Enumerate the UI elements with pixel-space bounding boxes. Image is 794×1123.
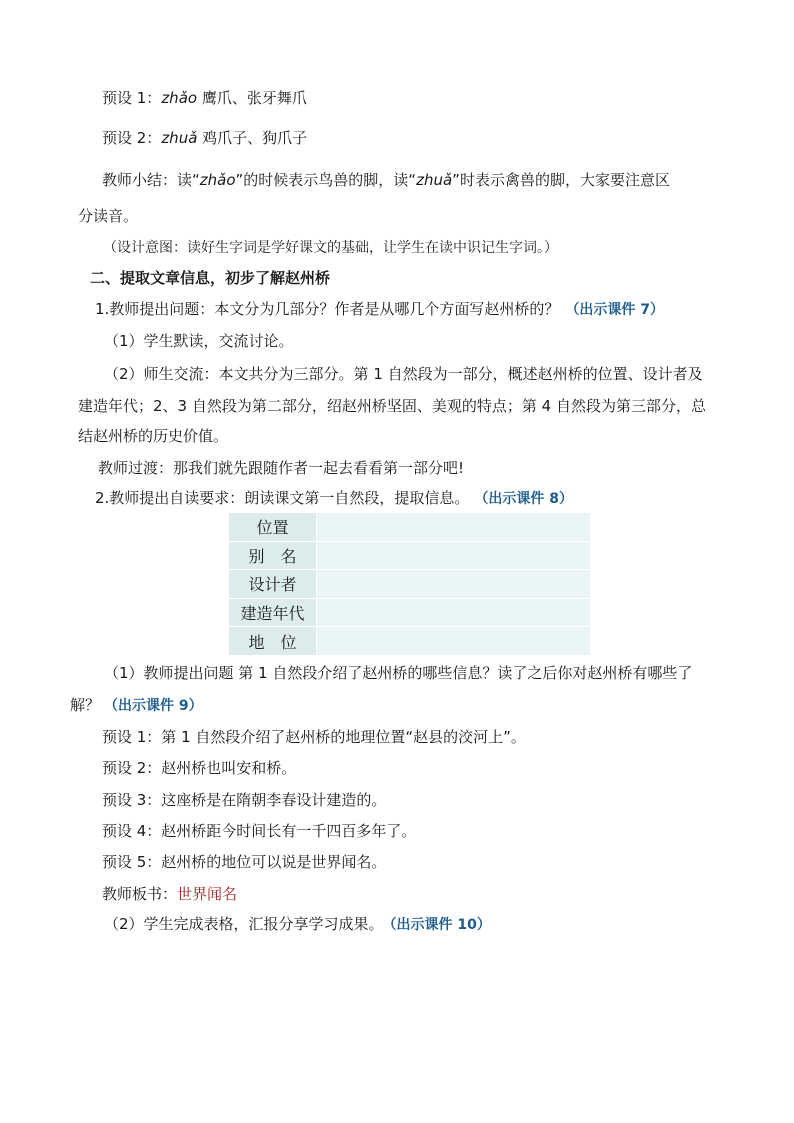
preset-answer-5: 预设 5：赵州桥的地位可以说是世界闻名。 [102,853,387,871]
text: 教师小结：读“ [102,171,200,189]
question-1-step-2-line-2: 建造年代；2、3 自然段为第二部分，绍赵州桥坚固、美观的特点；第 4 自然段为第三部分，总 [78,397,706,415]
text: 鸡爪子、狗爪子 [197,129,308,147]
table-value-cell [317,570,591,599]
table-row [229,541,591,570]
pinyin: zhǎo [161,89,198,107]
question-1-step-2-line-3: 结赵州桥的历史价值。 [78,427,229,445]
table-label: 设计者 [229,570,317,599]
courseware-ref: （出示课件 8） [481,491,573,507]
question-2-step-1-line-1: （1）教师提出问题 第 1 自然段介绍了赵州桥的哪些信息？读了之后你对赵州桥有哪些了 [104,664,693,682]
table-row [229,598,591,627]
question-2-step-2 [104,914,491,935]
table-label: 别 名 [229,541,317,570]
table-value-cell [317,513,591,542]
pinyin: zhuǎ [416,171,453,189]
table-row [229,513,591,542]
question-2-step-1-line-2 [70,695,203,716]
pinyin: zhuǎ [161,129,198,147]
pinyin: zhǎo [199,171,236,189]
question-1 [95,299,664,320]
board-writing-text: 世界闻名 [177,885,238,903]
table-value-cell [317,541,591,570]
section-heading: 二、提取文章信息，初步了解赵州桥 [90,269,331,287]
text: ”的时候表示鸟兽的脚，读“ [235,171,417,189]
preset-answer-4: 预设 4：赵州桥距今时间长有一千四百多年了。 [102,822,417,840]
table-value-cell [317,598,591,627]
question-2 [95,488,573,509]
preset-answer-3: 预设 3：这座桥是在隋朝李春设计建造的。 [102,791,387,809]
preset-1-line [102,88,307,108]
design-intent-note: （设计意图：读好生字词是学好课文的基础，让学生在读中识记生字词。） [103,240,558,256]
table-label: 位置 [229,513,317,542]
text: 预设 2： [102,129,162,147]
table-row [229,570,591,599]
question-1-step-2-line-1: （2）师生交流：本文共分为三部分。第 1 自然段为一部分，概述赵州桥的位置、设计者及 [104,365,703,383]
info-table [228,512,591,656]
transition-line: 教师过渡：那我们就先跟随作者一起去看看第一部分吧! [98,459,465,477]
text: 2.教师提出自读要求：朗读课文第一自然段，提取信息。 [95,489,470,507]
preset-answer-1: 预设 1：第 1 自然段介绍了赵州桥的地理位置“赵县的洨河上”。 [102,728,526,746]
text: 解？ [70,696,101,714]
table-value-cell [317,627,591,656]
text: ”时表示禽兽的脚，大家要注意区 [452,171,670,189]
preset-answer-2: 预设 2：赵州桥也叫安和桥。 [102,759,297,777]
courseware-ref: （出示课件 9） [104,698,203,714]
text: （2）学生完成表格，汇报分享学习成果。 [104,915,384,933]
text: 预设 1： [102,89,162,107]
courseware-ref: （出示课件 7） [565,302,664,318]
text: 鹰爪、张牙舞爪 [197,89,307,107]
summary-line-2: 分读音。 [78,207,139,225]
preset-2-line [102,128,307,148]
question-1-step-1: （1）学生默读，交流讨论。 [104,332,294,350]
courseware-ref: （出示课件 10） [389,917,491,933]
summary-line-1 [102,170,670,190]
text: 1.教师提出问题：本文分为几部分？作者是从哪几个方面写赵州桥的？ [95,300,560,318]
board-writing-line [102,884,237,904]
table-label: 建造年代 [229,598,317,627]
table-row [229,627,591,656]
text: 教师板书： [102,885,178,903]
table-label: 地 位 [229,627,317,656]
